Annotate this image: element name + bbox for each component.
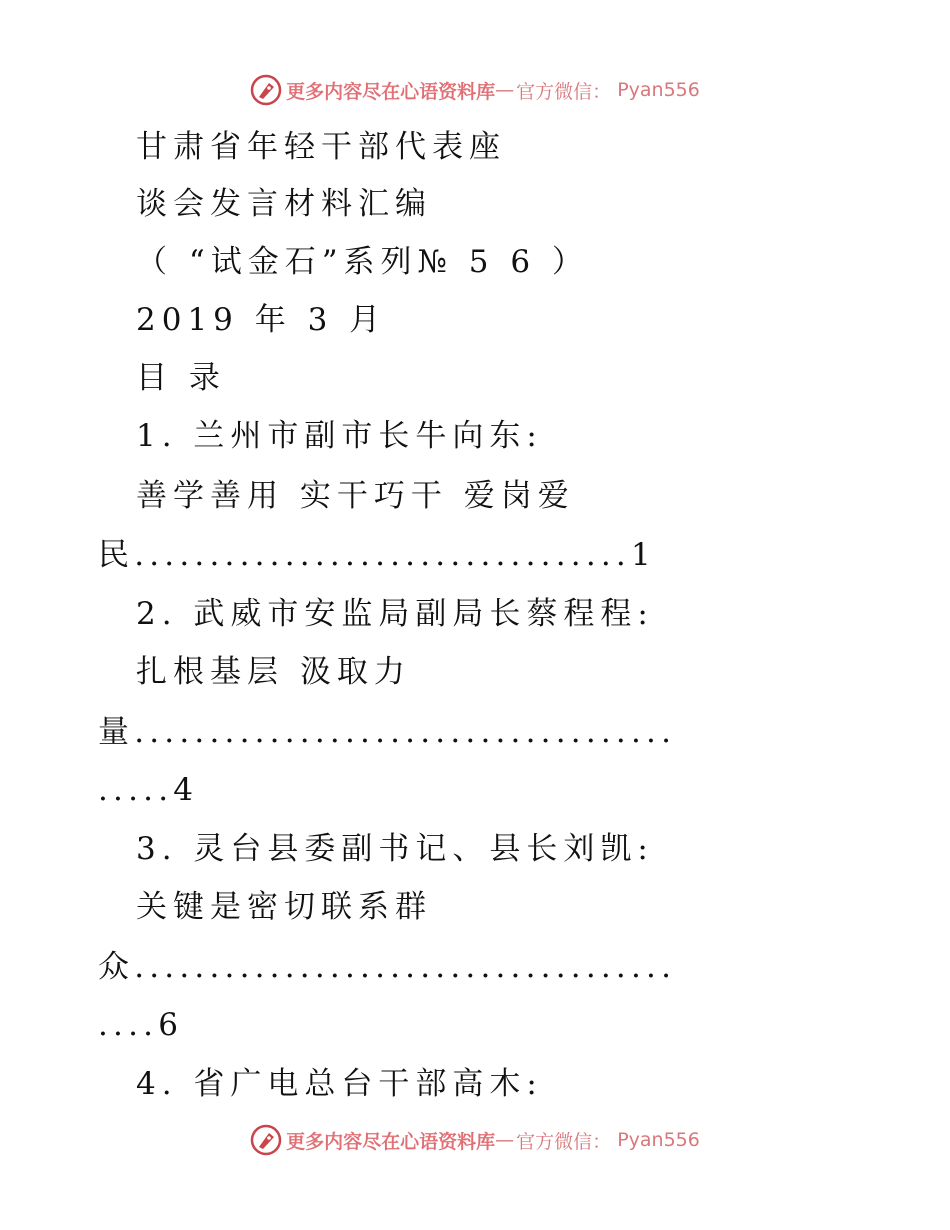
toc-entry-1-page: 1 [630,537,651,573]
watermark-brand: 更多内容尽在心语资料库 [286,1130,496,1153]
doc-title-line-2: 谈会发言材料汇编 [136,186,432,222]
pen-nib-logo-icon [250,74,282,106]
watermark-handle: Pyan556 [617,79,700,101]
toc-entry-2-speaker: 2. 武威市安监局副局长蔡程程: [136,596,654,632]
watermark-separator: — [495,1129,515,1151]
watermark-label: 官方微信： [516,1130,612,1153]
watermark-handle: Pyan556 [617,1129,700,1151]
toc-entry-1-topic: 善学善用 实干巧干 爱岗爱 [136,478,575,514]
watermark-label: 官方微信： [516,80,612,103]
toc-entry-1-speaker: 1. 兰州市副市长牛向东: [136,418,543,454]
watermark-brand: 更多内容尽在心语资料库 [286,80,496,103]
toc-entry-2-leader-dots: ..... [98,772,174,808]
watermark-separator: — [495,79,515,101]
toc-entry-3-leader-cont [98,1005,178,1045]
doc-date: 2019 年 3 月 [136,302,387,338]
toc-entry-3-leader: 众.................................... [98,949,677,985]
doc-title-line-1: 甘肃省年轻干部代表座 [136,129,506,165]
toc-entry-3-topic: 关键是密切联系群 [136,889,432,925]
doc-series: （ “试金石”系列№ 5 6 ） [136,244,589,280]
watermark-banner-top [0,70,950,110]
toc-entry-2-leader: 量.................................... [98,714,677,750]
toc-entry-2-topic: 扎根基层 汲取力 [136,654,411,690]
toc-entry-1-leader-dots: 民................................. [98,537,631,573]
toc-heading: 目 录 [136,360,226,396]
toc-entry-3-leader-dots: .... [98,1007,159,1043]
toc-entry-2-page: 4 [173,772,194,808]
toc-entry-2-leader-cont [98,770,193,810]
toc-entry-1-leader [98,535,651,575]
watermark-banner-bottom [0,1120,950,1160]
toc-entry-4-speaker: 4. 省广电总台干部高木: [136,1066,543,1102]
toc-entry-3-speaker: 3. 灵台县委副书记、县长刘凯: [136,831,654,867]
toc-entry-3-page: 6 [158,1007,178,1043]
pen-nib-logo-icon [250,1124,282,1156]
